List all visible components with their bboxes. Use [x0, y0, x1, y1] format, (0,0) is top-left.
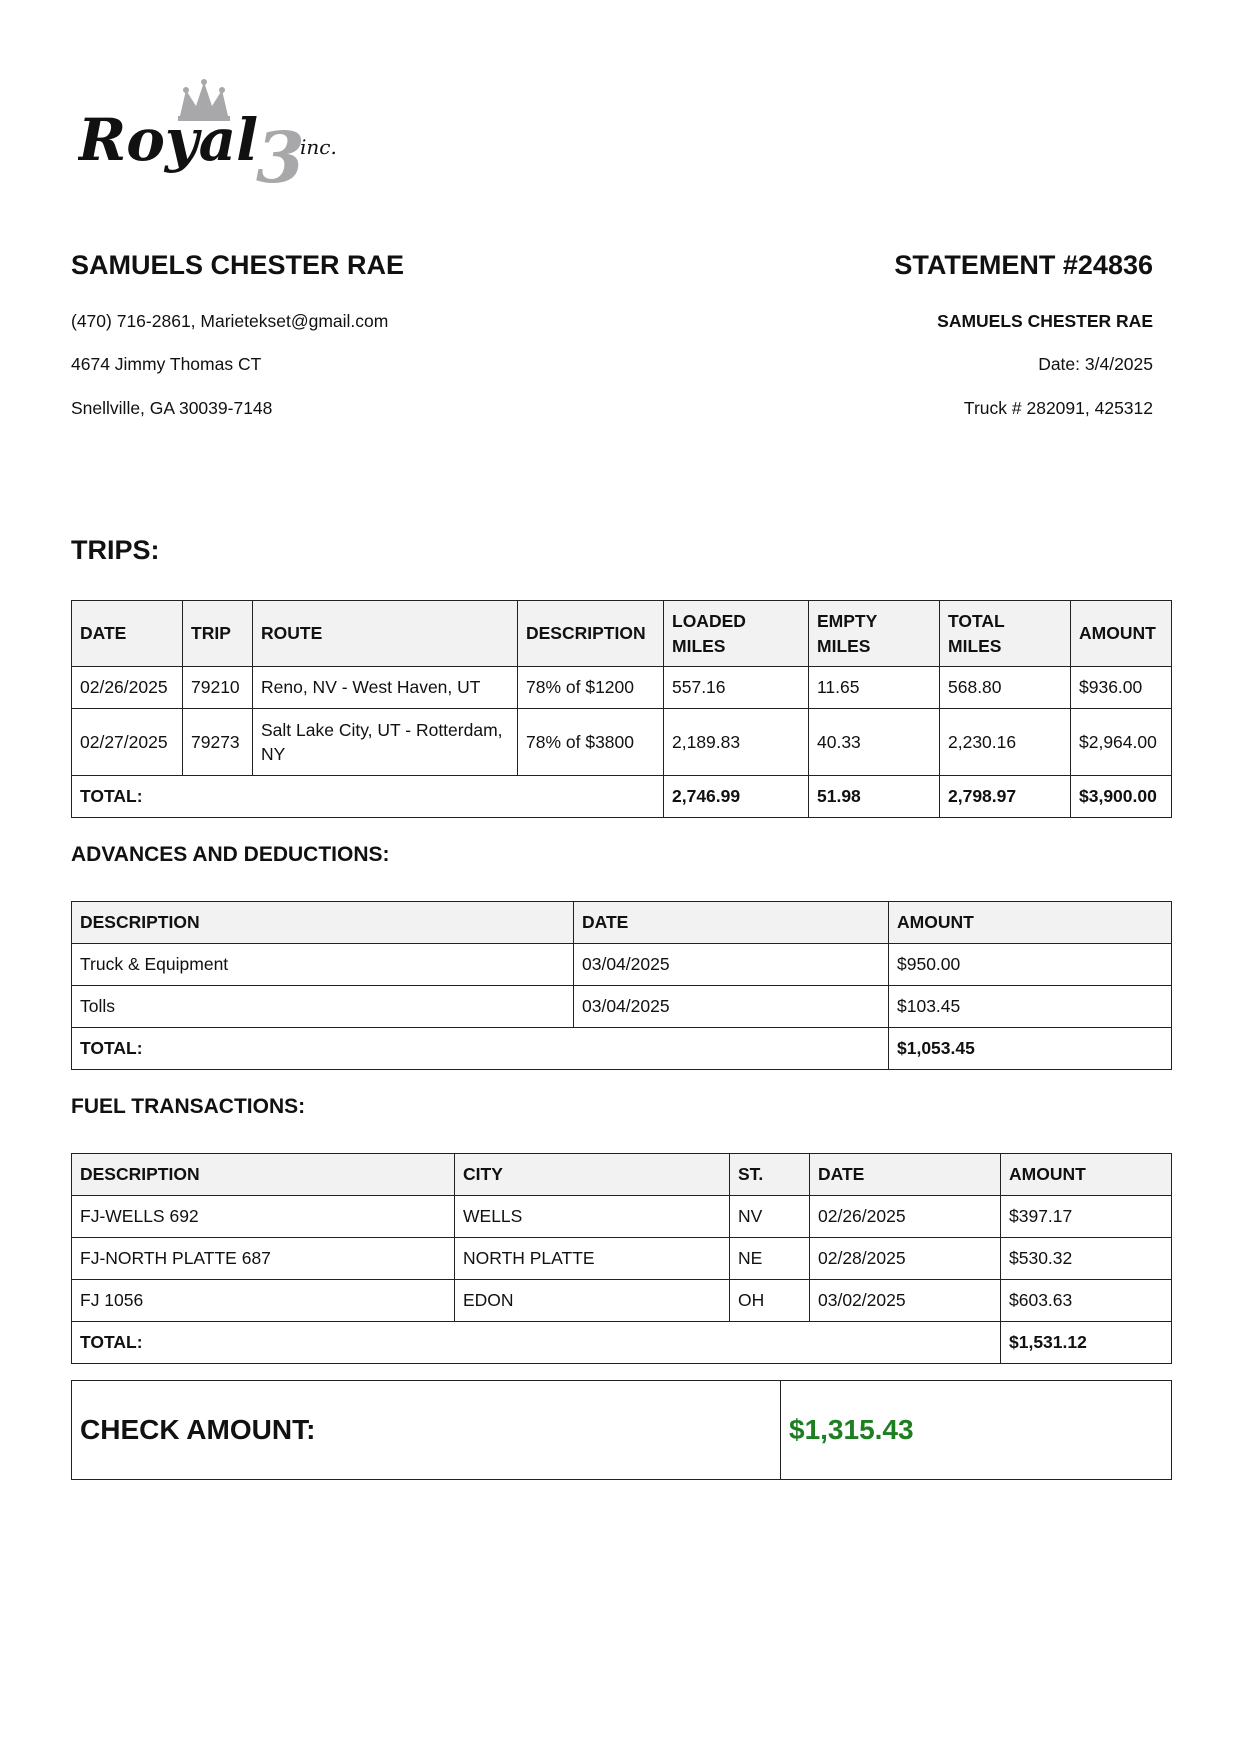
- fuel-table: [71, 1153, 1172, 1364]
- col-header-amount: AMOUNT: [1071, 601, 1172, 667]
- cell: 557.16: [664, 667, 809, 709]
- cell: NE: [730, 1238, 810, 1280]
- fuel-heading: FUEL TRANSACTIONS:: [71, 1095, 306, 1118]
- cell: Salt Lake City, UT - Rotterdam, NY: [253, 709, 518, 776]
- cell: $397.17: [1001, 1196, 1172, 1238]
- cell: $936.00: [1071, 667, 1172, 709]
- fuel-total-row: [72, 1322, 1172, 1364]
- total-empty-miles: 51.98: [809, 776, 940, 818]
- col-header-description: DESCRIPTION: [72, 1154, 455, 1196]
- cell: NORTH PLATTE: [455, 1238, 730, 1280]
- table-row: [72, 944, 1172, 986]
- total-miles: 2,798.97: [940, 776, 1071, 818]
- cell: 03/04/2025: [574, 944, 889, 986]
- deductions-heading: ADVANCES AND DEDUCTIONS:: [71, 843, 390, 866]
- cell: OH: [730, 1280, 810, 1322]
- statement-name: SAMUELS CHESTER RAE: [937, 311, 1153, 331]
- table-row: [72, 1196, 1172, 1238]
- driver-name-title: SAMUELS CHESTER RAE: [71, 250, 405, 280]
- check-amount-value: $1,315.43: [781, 1381, 1172, 1480]
- total-label: TOTAL:: [72, 776, 664, 818]
- svg-text:3: 3: [256, 116, 305, 190]
- cell: FJ-NORTH PLATTE 687: [72, 1238, 455, 1280]
- statement-title: STATEMENT #24836: [894, 250, 1153, 280]
- statement-truck: Truck # 282091, 425312: [963, 398, 1153, 418]
- trips-total-row: [72, 776, 1172, 818]
- total-loaded-miles: 2,746.99: [664, 776, 809, 818]
- table-row: [72, 667, 1172, 709]
- col-header-description: DESCRIPTION: [72, 902, 574, 944]
- col-header-state: ST.: [730, 1154, 810, 1196]
- cell: 02/27/2025: [72, 709, 183, 776]
- check-amount-box: [71, 1380, 1172, 1480]
- cell: 02/26/2025: [72, 667, 183, 709]
- cell: $603.63: [1001, 1280, 1172, 1322]
- cell: Truck & Equipment: [72, 944, 574, 986]
- trips-heading: TRIPS:: [71, 535, 160, 565]
- total-amount: $3,900.00: [1071, 776, 1172, 818]
- total-amount: $1,531.12: [1001, 1322, 1172, 1364]
- cell: NV: [730, 1196, 810, 1238]
- cell: 79210: [183, 667, 253, 709]
- deductions-header-row: [72, 902, 1172, 944]
- cell: WELLS: [455, 1196, 730, 1238]
- cell: 78% of $1200: [518, 667, 664, 709]
- cell: Reno, NV - West Haven, UT: [253, 667, 518, 709]
- col-header-date: DATE: [810, 1154, 1001, 1196]
- statement-date: Date: 3/4/2025: [1038, 354, 1153, 374]
- col-header-date: DATE: [72, 601, 183, 667]
- cell: $103.45: [889, 986, 1172, 1028]
- total-label: TOTAL:: [72, 1322, 1001, 1364]
- cell: 568.80: [940, 667, 1071, 709]
- trips-table: [71, 600, 1172, 818]
- fuel-header-row: [72, 1154, 1172, 1196]
- col-header-route: ROUTE: [253, 601, 518, 667]
- cell: $950.00: [889, 944, 1172, 986]
- table-row: [72, 1238, 1172, 1280]
- svg-text:Royal: Royal: [78, 106, 259, 174]
- col-header-total-miles: TOTAL MILES: [940, 601, 1071, 667]
- cell: 11.65: [809, 667, 940, 709]
- cell: 78% of $3800: [518, 709, 664, 776]
- cell: 79273: [183, 709, 253, 776]
- col-header-trip: TRIP: [183, 601, 253, 667]
- cell: $530.32: [1001, 1238, 1172, 1280]
- cell: FJ-WELLS 692: [72, 1196, 455, 1238]
- col-header-date: DATE: [574, 902, 889, 944]
- cell: 2,230.16: [940, 709, 1071, 776]
- check-amount-label: CHECK AMOUNT:: [72, 1381, 781, 1480]
- col-header-amount: AMOUNT: [889, 902, 1172, 944]
- cell: Tolls: [72, 986, 574, 1028]
- col-header-loaded-miles: LOADED MILES: [664, 601, 809, 667]
- cell: EDON: [455, 1280, 730, 1322]
- company-logo: [78, 78, 378, 190]
- total-amount: $1,053.45: [889, 1028, 1172, 1070]
- deductions-total-row: [72, 1028, 1172, 1070]
- table-row: [72, 1280, 1172, 1322]
- total-label: TOTAL:: [72, 1028, 889, 1070]
- cell: 03/04/2025: [574, 986, 889, 1028]
- svg-text:inc.: inc.: [300, 135, 337, 159]
- col-header-empty-miles: EMPTY MILES: [809, 601, 940, 667]
- col-header-amount: AMOUNT: [1001, 1154, 1172, 1196]
- driver-address-line2: Snellville, GA 30039-7148: [71, 398, 273, 418]
- table-row: [72, 986, 1172, 1028]
- cell: 02/28/2025: [810, 1238, 1001, 1280]
- cell: 2,189.83: [664, 709, 809, 776]
- deductions-table: [71, 901, 1172, 1070]
- table-row: [72, 709, 1172, 776]
- cell: FJ 1056: [72, 1280, 455, 1322]
- cell: 03/02/2025: [810, 1280, 1001, 1322]
- trips-header-row: [72, 601, 1172, 667]
- cell: $2,964.00: [1071, 709, 1172, 776]
- cell: 40.33: [809, 709, 940, 776]
- driver-address-line1: 4674 Jimmy Thomas CT: [71, 354, 262, 374]
- cell: 02/26/2025: [810, 1196, 1001, 1238]
- driver-contact: (470) 716-2861, Marietekset@gmail.com: [71, 311, 389, 331]
- col-header-city: CITY: [455, 1154, 730, 1196]
- col-header-description: DESCRIPTION: [518, 601, 664, 667]
